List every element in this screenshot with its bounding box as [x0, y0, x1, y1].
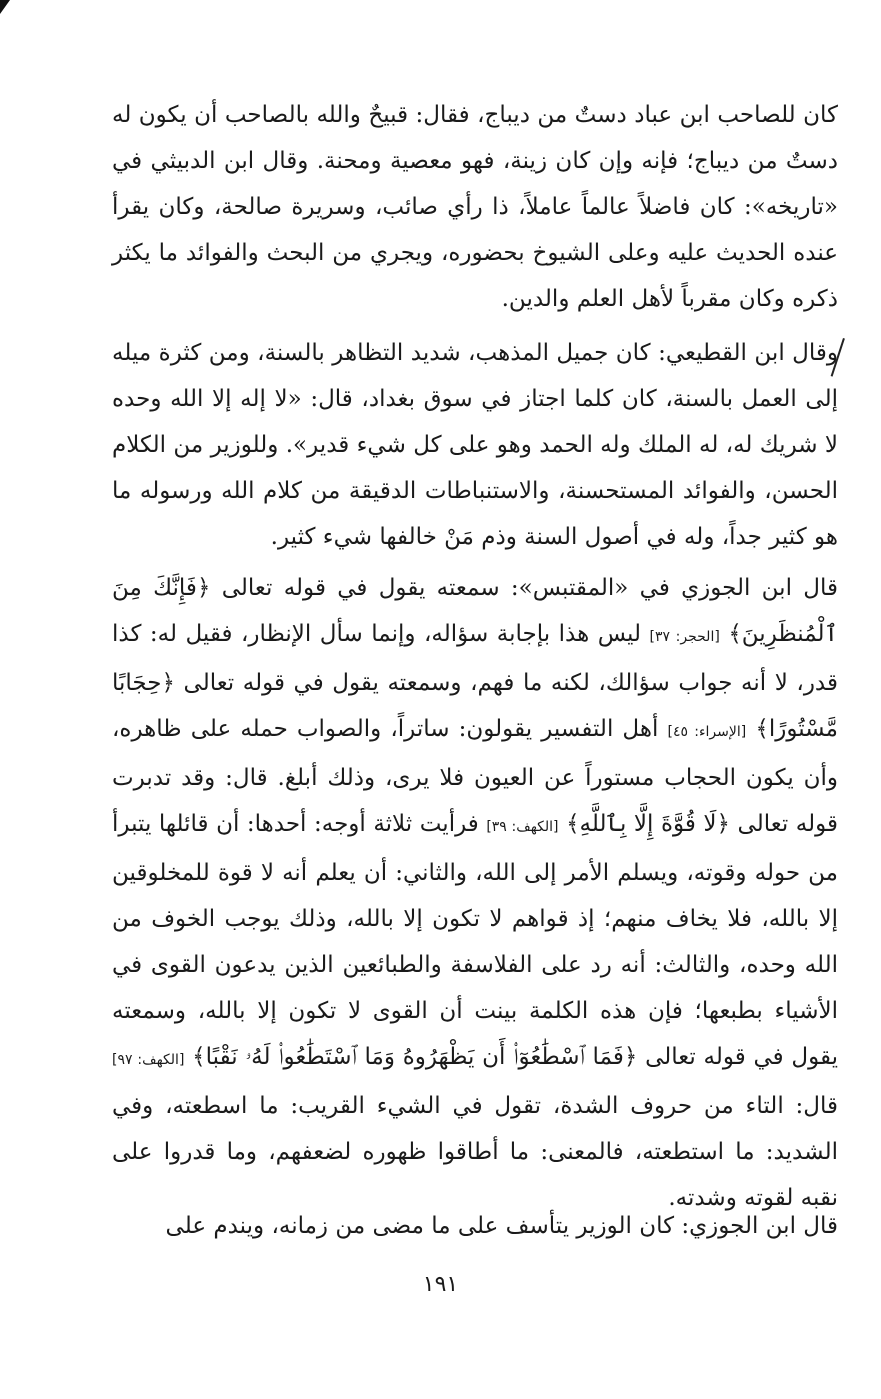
quran-verse-2: حِجَابًا مَّسْتُورًا: [112, 670, 838, 742]
paragraph-3: [112, 565, 838, 1221]
verse-reference-1: [الحجر: ٣٧]: [649, 629, 720, 645]
paragraph-4-text: قال ابن الجوزي: كان الوزير يتأسف على ما مضى من زمانه، ويندم على: [165, 1213, 838, 1239]
paragraph-1: [112, 92, 838, 322]
close-bracket: ﴾: [192, 1044, 206, 1070]
corner-mark: [0, 0, 10, 14]
paragraph-2: [112, 330, 838, 560]
verse-reference-4: [الكهف: ٩٧]: [112, 1052, 185, 1068]
quran-verse-1: فَإِنَّكَ مِنَ ٱلْمُنظَرِينَ: [112, 575, 838, 647]
paragraph-4: [112, 1203, 838, 1249]
quran-verse-4: فَمَا ٱسْطَٰعُوٓا۟ أَن يَظْهَرُوهُ وَمَا ٱسْتَطَٰعُوا۟ لَهُۥ نَقْبًا: [205, 1044, 624, 1070]
page-number: ١٩١: [422, 1272, 459, 1297]
quran-verse-3: لَا قُوَّةَ إِلَّا بِٱللَّهِ: [579, 811, 717, 837]
paragraph-3-text-c: أهل التفسير يقولون: ساتراً، والصواب حمله على ظاهره، وأن يكون الحجاب مستوراً عن العيون فلا يرى، وذلك أبلغ. قال: وقد تدبرت قوله تعالى ﴿: [112, 716, 838, 837]
paragraph-3-text-a: قال ابن الجوزي في «المقتبس»: سمعته يقول في قوله تعالى ﴿: [196, 575, 838, 601]
paragraph-2-text: وقال ابن القطيعي: كان جميل المذهب، شديد التظاهر بالسنة، ومن كثرة ميله إلى العمل بالسنة، كان كلما اجتاز في سوق بغداد، قال: «لا إله إلا الله وحده لا شريك له، له الملك وله الحمد وهو على كل شيء قدير». وللوزير من الكلام الحسن، والفوائد المستحسنة، والاستنباطات الدقيقة من كلام الله ورسوله ما هو كثير جداً، وله في أصول السنة وذم مَنْ خالفها شيء كثير.: [112, 340, 838, 550]
paragraph-3-text-b: ليس هذا بإجابة سؤاله، وإنما سأل الإنظار، فقيل له: كذا قدر، لا أنه جواب سؤالك، لكنه ما فهم، وسمعته يقول في قوله تعالى ﴿: [112, 621, 838, 696]
paragraph-3-text-e: قال: التاء من حروف الشدة، تقول في الشيء القريب: ما اسطعته، وفي الشديد: ما استطعته، فالمعنى: ما أطاقوا ظهوره لضعفهم، وما قدروا على نقبه لقوته وشدته.: [112, 1093, 838, 1211]
verse-reference-3: [الكهف: ٣٩]: [486, 819, 559, 835]
paragraph-1-text: كان للصاحب ابن عباد دستٌ من ديباج، فقال: قبيحٌ والله بالصاحب أن يكون له دستٌ من ديباج؛ فإنه وإن كان زينة، فهو معصية ومحنة. وقال ابن الدبيثي في «تاريخه»: كان فاضلاً عالماً عاملاً، ذا رأي صائب، وسريرة صالحة، وكان يقرأ عنده الحديث عليه وعلى الشيوخ بحضوره، ويجري من البحث والفوائد ما يكثر ذكره وكان مقرباً لأهل العلم والدين.: [112, 102, 838, 312]
paragraph-3-text-d: فرأيت ثلاثة أوجه: أحدها: أن قائلها يتبرأ من حوله وقوته، ويسلم الأمر إلى الله، والثاني: أن يعلم أنه لا قوة للمخلوقين إلا بالله، فلا يخاف منهم؛ إذ قواهم لا تكون إلا بالله، وذلك يوجب الخوف من الله وحده، والثالث: أنه رد على الفلاسفة والطبائعين الذين يدعون القوى في الأشياء بطبعها؛ فإن هذه الكلمة بينت أن القوى لا تكون إلا بالله، وسمعته يقول في قوله تعالى ﴿: [112, 811, 839, 1070]
verse-reference-2: [الإسراء: ٤٥]: [667, 724, 747, 740]
close-bracket: ﴾: [728, 621, 742, 647]
close-bracket: ﴾: [566, 811, 580, 837]
close-bracket: ﴾: [755, 716, 769, 742]
